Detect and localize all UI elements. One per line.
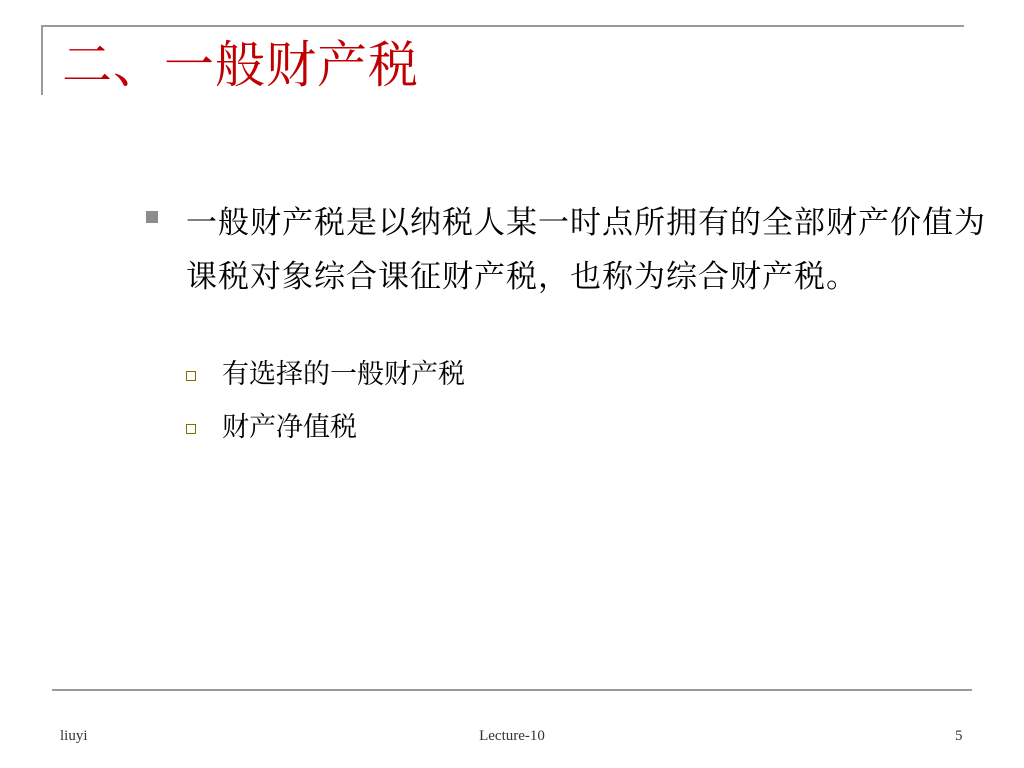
footer-rule [52, 689, 972, 691]
hollow-square-bullet-icon [186, 371, 196, 381]
sub-bullet-item [186, 410, 686, 446]
footer-author: liuyi [60, 728, 88, 744]
header-left-rule [41, 25, 43, 95]
bullet-text: 一般财产税是以纳税人某一时点所拥有的全部财产价值为课税对象综合课征财产税，也称为综合财产税。 [186, 205, 986, 295]
header-rule [41, 25, 964, 27]
bullet-item [146, 196, 986, 304]
footer-lecture: Lecture-10 [479, 728, 545, 744]
sub-bullet-item [186, 357, 686, 393]
page-number: 5 [955, 728, 963, 744]
sub-bullet-text: 有选择的一般财产税 [222, 359, 465, 390]
sub-bullet-text: 财产净值税 [222, 412, 357, 443]
square-bullet-icon [146, 211, 158, 223]
hollow-square-bullet-icon [186, 424, 196, 434]
slide-title: 二、一般财产税 [62, 36, 419, 94]
